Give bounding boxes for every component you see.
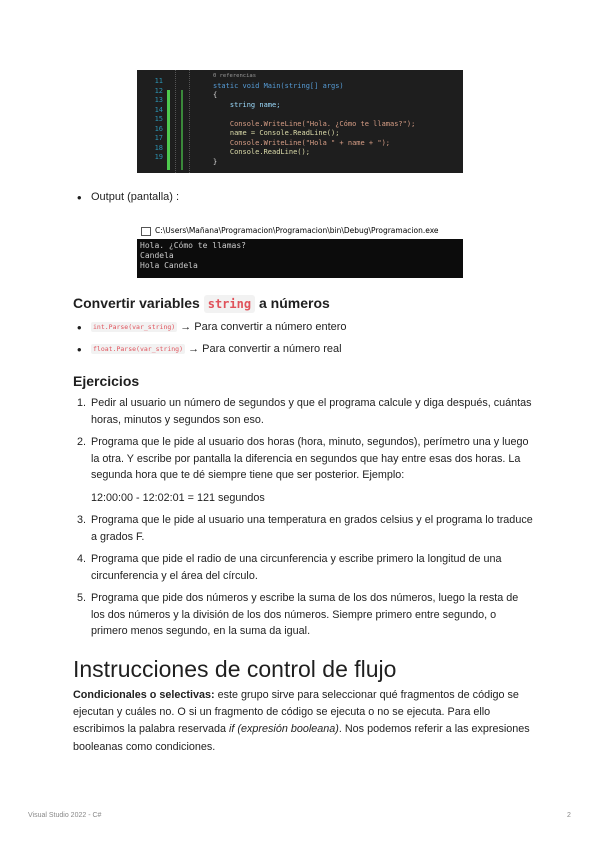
exercise-text: Pedir al usuario un número de segundos y que el programa calcule y diga después, cuántas horas, minutos y segundos son eso. [91,397,532,426]
code-line: static void Main(string[] args) [213,81,344,90]
list-item-text: → Para convertir a número entero [180,321,347,333]
item-number: 3. [77,514,87,526]
exercise-text: Programa que le pide al usuario dos horas (hora, minuto, segundos), perímetro una y luego la otra. Y escribe por pantalla la diferencia en segundos que hay entre esas dos horas. La segunda hora que te dé siempre tiene que ser posterior. Ejemplo: [91,436,529,481]
item-number: 4. [77,553,87,565]
footer-title: Visual Studio 2022 - C# [28,812,102,819]
console-output-image [137,222,463,278]
exercise-example: 12:00:00 - 12:02:01 = 121 segundos [91,491,265,504]
section-heading-exercises: Ejercicios [73,373,140,389]
code-line: string name; [213,100,281,109]
output-list [73,191,179,203]
heading-inline-code: string [204,295,255,313]
code-line [213,110,415,120]
bold-term: Condicionales o selectivas: [73,689,215,701]
line-number-gutter [137,70,167,173]
line-number: 19 [154,153,163,161]
exercise-text: Programa que pide el radio de una circunferencia y escribe primero la longitud de una circunferencia y el área del círculo. [91,553,502,582]
code-line: 0 referencias [213,73,257,79]
item-number: 5. [77,592,87,604]
paragraph-text: este grupo sirve para seleccionar qué fragmentos de código se ejecutan y cuáles no. O si un fragmento de código se ejecuta o no se ejecuta. Para ello escribimos la palabra reservada [73,689,519,736]
item-number: 2. [77,436,87,448]
line-number: 15 [154,115,163,123]
exercise-item [73,551,533,584]
change-indicator-bar [167,90,170,170]
line-number: 16 [154,124,163,133]
code-line: Console.WriteLine("Hola " + name + "); [213,138,391,147]
list-item: • Output (pantalla) : [73,191,179,203]
line-number: 14 [154,105,163,114]
console-line: Hola Candela [140,261,198,270]
exercise-item [73,512,533,545]
code-line: Console.ReadLine(); [213,148,310,156]
console-line: Hola. ¿Cómo te llamas? [140,241,246,250]
code-line: Console.WriteLine("Hola. ¿Cómo te llamas?"); [213,119,416,128]
convert-list [73,321,347,355]
paragraph-text: . Nos podemos referir a las expresiones booleanas como condiciones. [73,723,530,753]
heading-text: Convertir variables [73,295,200,311]
line-number: 18 [154,143,163,152]
exercise-item [73,395,533,428]
exercise-item [73,590,533,640]
exercise-item [73,434,533,506]
indent-guide [175,70,177,173]
console-window-icon [141,227,151,236]
exercise-text: Programa que le pide al usuario una temperatura en grados celsius y el programa lo traduce a grados F. [91,514,533,543]
page-number: 2 [567,812,571,819]
change-indicator-bar [181,90,183,170]
exercise-list [73,395,533,646]
code-line: { [213,91,218,99]
console-title-bar [137,222,463,239]
list-item-text: → Para convertir a número real [188,343,342,355]
flow-paragraph [73,687,533,756]
list-item [73,321,347,333]
heading-text: a números [258,295,330,311]
line-number: 17 [154,134,163,142]
code-editor-image [137,70,463,173]
line-number: 12 [154,86,163,95]
code-line: } [213,157,218,166]
console-body [137,239,463,273]
inline-code: int.Parse(var_string) [93,323,176,331]
italic-term: if (expresión booleana) [229,723,339,736]
item-number: 1. [77,397,87,409]
line-number: 13 [154,96,163,104]
list-item [73,343,347,355]
code-line: name = Console.ReadLine(); [213,129,340,137]
console-line: Candela [140,251,174,260]
section-heading-flow-control: Instrucciones de control de flujo [73,656,397,682]
code-lines [213,72,415,167]
indent-guide [189,70,191,173]
line-number: 11 [154,77,163,85]
exercise-text: Programa que pide dos números y escribe la suma de los dos números, luego la resta de los dos números y la división de los dos números. Siempre primero entre segundo, o primero menos segundo, en la suma da igual. [91,592,519,637]
inline-code: float.Parse(var_string) [93,345,184,353]
section-heading-convert [73,295,330,311]
console-title: C:\Users\Mañana\Programacion\Programacion\bin\Debug\Programacion.exe [155,226,439,235]
